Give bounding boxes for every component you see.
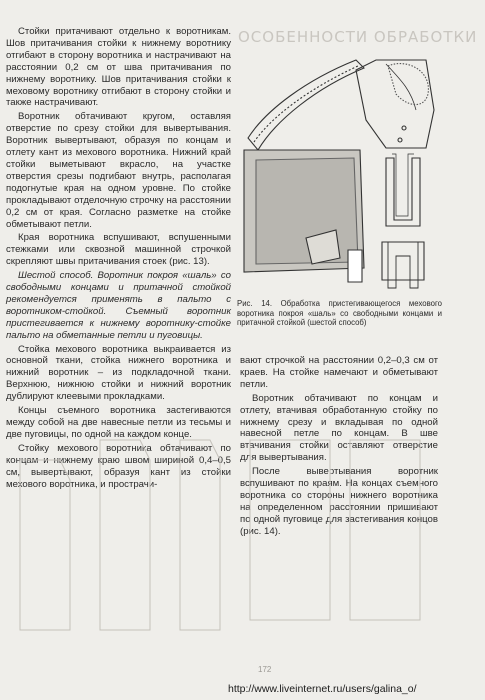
- paragraph: Края воротника вспушивают, вспушенными стежками или сквозной машинной строчкой скрепляют швы притачивания стоек (рис. 13).: [6, 232, 231, 268]
- paragraph: Стойки притачивают отдельно к воротникам. Шов притачивания стойки к нижнему воротнику отгибают в сторону воротника и настрачивают на расстоянии 0,2 см от шва притачивания по нижнему воротнику. Шов притачивания стойки к меховому воротнику отгибают в сторону стойки и также настрачивают.: [6, 26, 231, 109]
- collar-strip-outline: [248, 60, 364, 150]
- paragraph: Воротник обтачивают по концам и отлету, втачивая обработанную стойку по нижнему срезу и вкладывая по одной навесной петле по концам. В шве втачивания стойки оставляют отверстие для вывертывания.: [240, 392, 438, 464]
- paragraph: Воротник обтачивают кругом, оставляя отверстие по срезу стойки для вывертывания. Воротник вывертывают, образуя по концам и отлету кант из мехового воротника. Нижний край стойки выметывают вкрасло, на участке отверстия срезы подгибают внутрь, располагая подогнутые края на одном уровне. По стойке прокладывают отделочную строчку на расстоянии 0,2 см от края. Согласно разметке на стойке обметывают петли.: [6, 111, 231, 230]
- figure-caption: Рис. 14. Обработка пристегивающегося мехового воротника покроя «шаль» со свободными концами и притачной стойкой (шестой способ): [237, 299, 442, 328]
- fur-collar: [388, 64, 428, 105]
- paragraph: Концы съемного воротника застегиваются между собой на две навесные петли из тесьмы и две пуговицы, по одной на каждом конце.: [6, 405, 231, 440]
- paragraph: Стойка мехового воротника выкраивается из основной ткани, стойка нижнего воротника и нижний воротник – из подкладочной ткани. Верхнюю, нижнюю стойки и нижний воротник дублируют клеевыми прокладками.: [6, 343, 231, 403]
- paragraph: вают строчкой на расстоянии 0,2–0,3 см от краев. На стойке намечают и обметывают петли.: [240, 355, 438, 390]
- page-number: 172: [258, 665, 272, 674]
- paragraph: Стойку мехового воротника обтачивают по концам и нижнему краю швом шириной 0,4–0,5 см, вывертывают, образуя кант из стойки мехового воротника, и прострачи-: [6, 442, 231, 490]
- figure-14-illustration: [236, 50, 436, 300]
- paragraph: После вывертывания воротник вспушивают по краям. На концах съемного воротника со стороны нижнего воротника на определенном расстоянии пришивают по одной пуговице для застегивания концов (рис. 14).: [240, 466, 438, 537]
- source-watermark: http://www.liveinternet.ru/users/galina_o/: [228, 683, 417, 695]
- paragraph: Шестой способ. Воротник покроя «шаль» со свободными концами и притачной стойкой рекомендуется применять в пальто с воротником-стойкой. Съемный воротник пристегивается к нижнему воротнику-стойке пальто на обметанные петли и пуговицы.: [6, 270, 231, 341]
- background-heading: ОСОБЕННОСТИ ОБРАБОТКИ: [238, 28, 478, 46]
- bleed-through-patterns: [0, 400, 485, 670]
